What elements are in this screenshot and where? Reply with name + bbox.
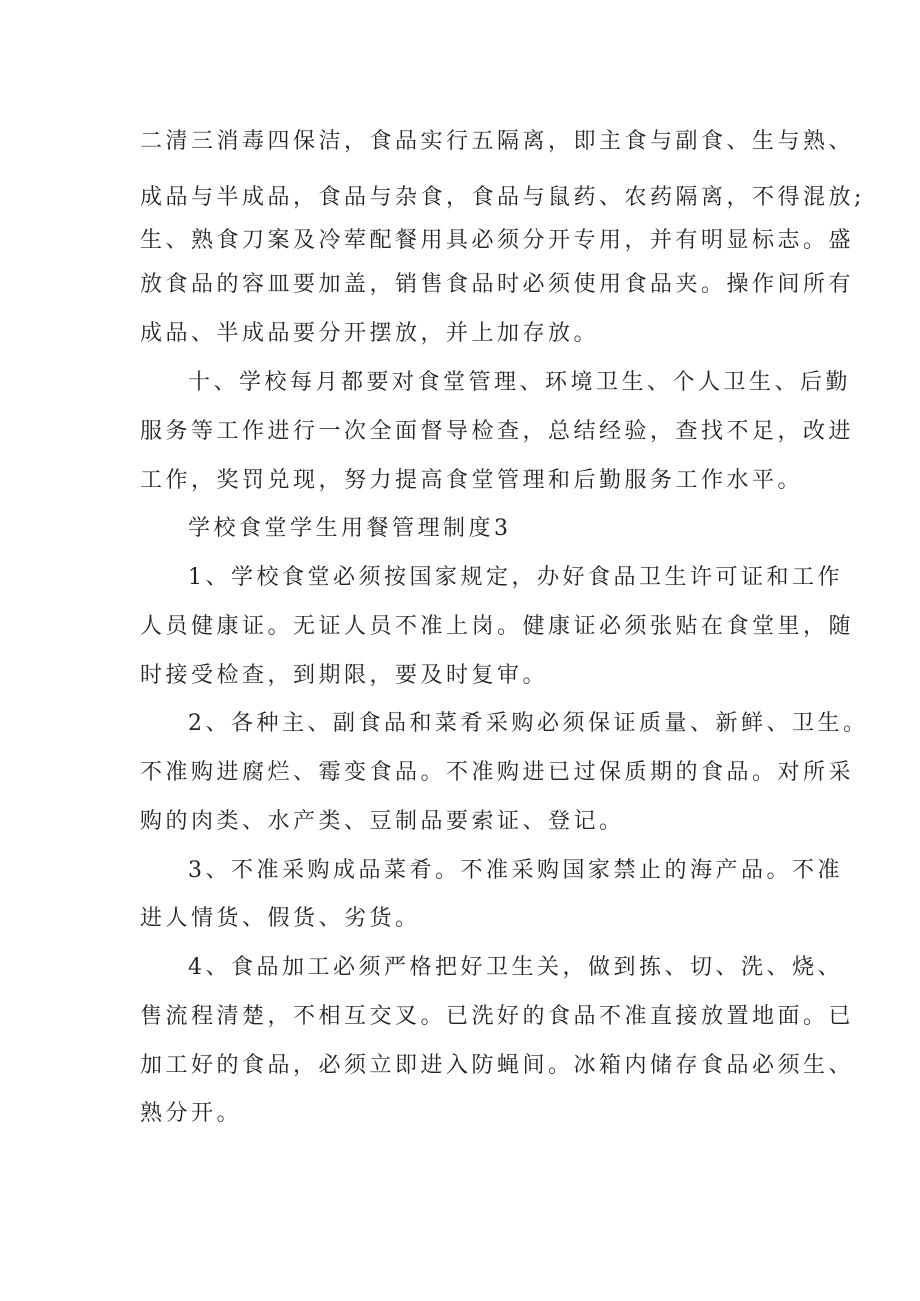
text-line: 成品、半成品要分开摆放，并上加存放。 xyxy=(140,321,600,346)
text-line: 加工好的食品，必须立即进入防蝇间。冰箱内储存食品必须生、 xyxy=(140,1053,855,1078)
text-line: 时接受检查，到期限，要及时复审。 xyxy=(140,663,549,688)
item-one-line: 1、学校食堂必须按国家规定，办好食品卫生许可证和工作 xyxy=(188,565,843,590)
item-four-line: 4、食品加工必须严格把好卫生关，做到拣、切、洗、烧、 xyxy=(188,955,843,980)
text-line: 熟分开。 xyxy=(140,1101,243,1126)
text-line: 服务等工作进行一次全面督导检查，总结经验，查找不足，改进 xyxy=(140,419,855,444)
text-line: 人员健康证。无证人员不准上岗。健康证必须张贴在食堂里，随 xyxy=(140,614,855,639)
text-line: 进人情货、假货、劣货。 xyxy=(140,906,421,931)
item-two-line: 2、各种主、副食品和菜肴采购必须保证质量、新鲜、卫生。 xyxy=(188,711,869,736)
text-line: 购的肉类、水产类、豆制品要索证、登记。 xyxy=(140,809,625,834)
text-line: 售流程清楚，不相互交叉。已洗好的食品不准直接放置地面。已 xyxy=(140,1004,855,1029)
paragraph-ten-line: 十、学校每月都要对食堂管理、环境卫生、个人卫生、后勤 xyxy=(188,370,852,395)
section-heading: 学校食堂学生用餐管理制度3 xyxy=(188,516,512,541)
text-line: 二清三消毒四保洁，食品实行五隔离，即主食与副食、生与熟、 xyxy=(140,129,855,154)
text-line: 生、熟食刀案及冷荤配餐用具必须分开专用，并有明显标志。盛 xyxy=(140,228,855,253)
text-line: 不准购进腐烂、霉变食品。不准购进已过保质期的食品。对所采 xyxy=(140,760,855,785)
item-three-line: 3、不准采购成品菜肴。不准采购国家禁止的海产品。不准 xyxy=(188,858,843,883)
text-line: 成品与半成品，食品与杂食，食品与鼠药、农药隔离，不得混放; xyxy=(140,185,865,210)
text-line: 工作，奖罚兑现，努力提高食堂管理和后勤服务工作水平。 xyxy=(140,468,804,493)
text-line: 放食品的容皿要加盖，销售食品时必须使用食品夹。操作间所有 xyxy=(140,272,855,297)
